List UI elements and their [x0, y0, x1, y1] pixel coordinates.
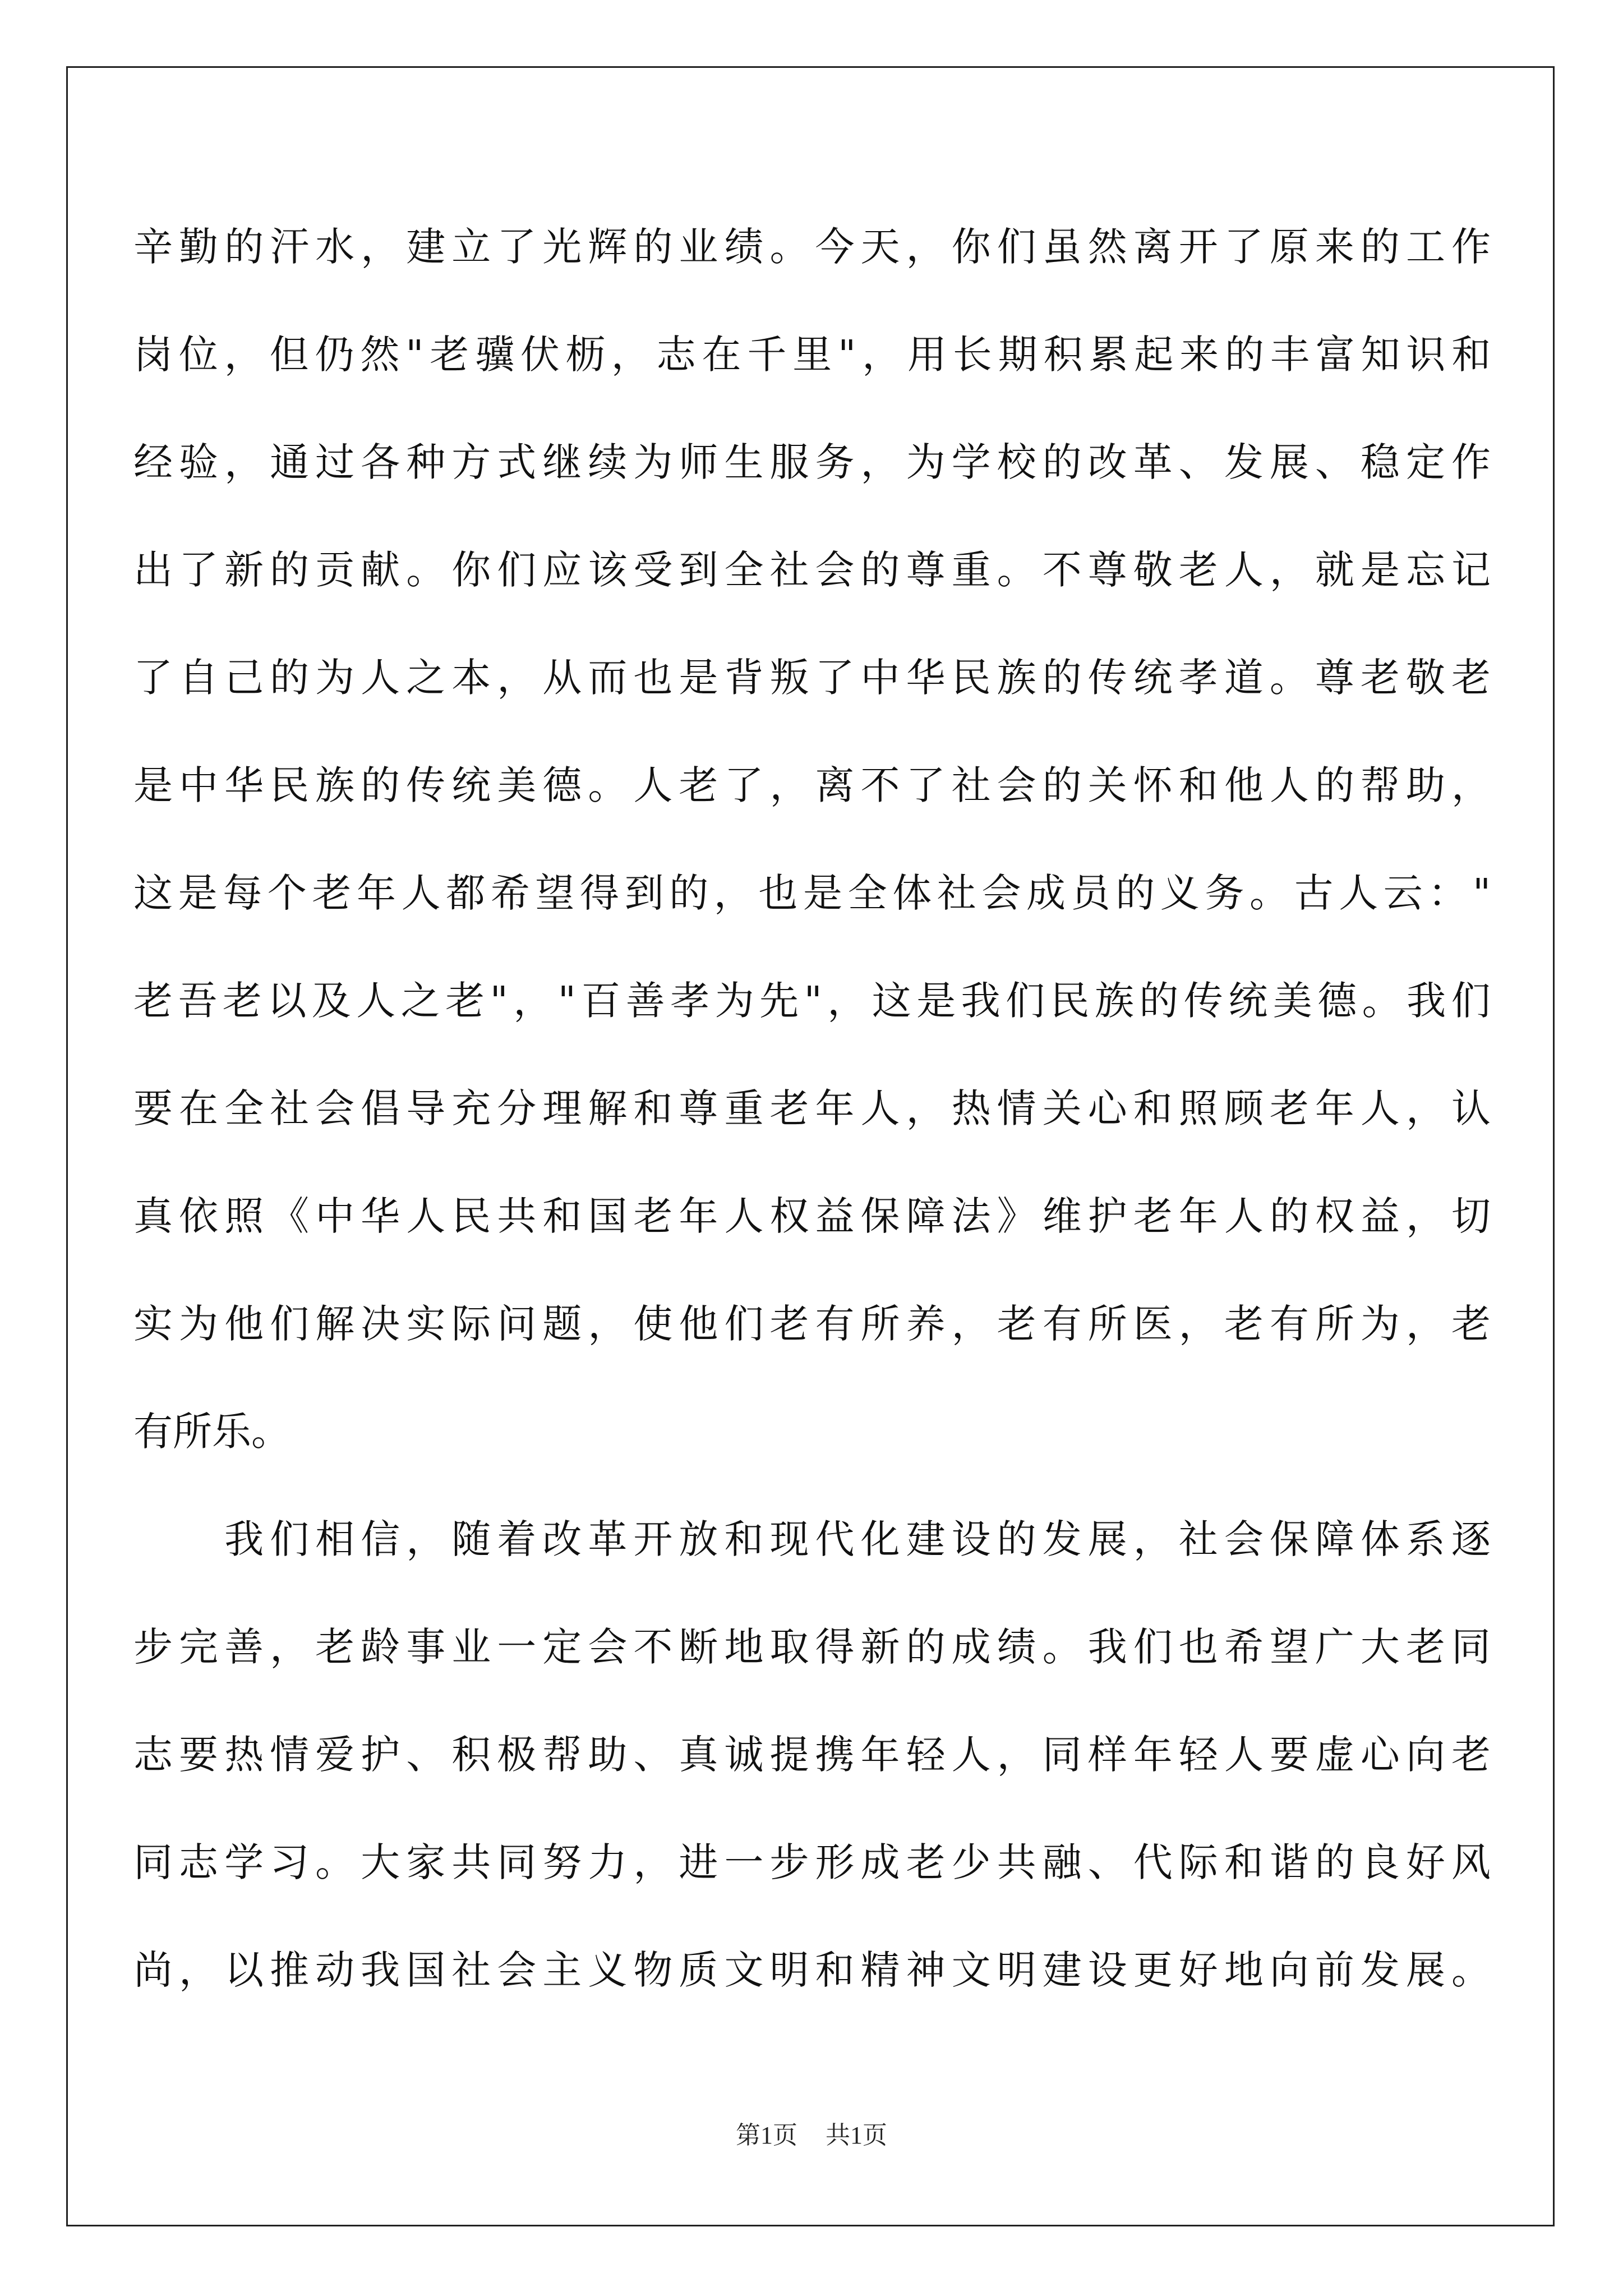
text-line: 了自己的为人之本，从而也是背叛了中华民族的传统孝道。尊老敬老: [133, 655, 1497, 701]
text-line: 老吾老以及人之老"，"百善孝为先"，这是我们民族的传统美德。我们: [133, 978, 1496, 1024]
page-footer: [0, 2119, 1623, 2152]
text-line: 这是每个老年人都希望得到的，也是全体社会成员的义务。古人云：": [133, 870, 1496, 916]
page-border: [66, 66, 1555, 2226]
text-line: 志要热情爱护、积极帮助、真诚提携年轻人，同样年轻人要虚心向老: [133, 1732, 1497, 1778]
text-line: 实为他们解决实际问题，使他们老有所养，老有所医，老有所为，老: [133, 1301, 1497, 1347]
text-line: 有所乐。: [133, 1409, 291, 1455]
text-line: 真依照《中华人民共和国老年人权益保障法》维护老年人的权益，切: [133, 1193, 1497, 1239]
text-line: 经验，通过各种方式继续为师生服务，为学校的改革、发展、稳定作: [133, 439, 1497, 485]
text-line: 同志学习。大家共同努力，进一步形成老少共融、代际和谐的良好风: [133, 1839, 1497, 1885]
page-number: 第1页: [736, 2122, 797, 2149]
text-line: 要在全社会倡导充分理解和尊重老年人，热情关心和照顾老年人，认: [133, 1085, 1497, 1131]
text-line: 辛勤的汗水，建立了光辉的业绩。今天，你们虽然离开了原来的工作: [133, 224, 1497, 270]
text-line: 步完善，老龄事业一定会不断地取得新的成绩。我们也希望广大老同: [133, 1624, 1497, 1670]
text-line: 尚，以推动我国社会主义物质文明和精神文明建设更好地向前发展。: [133, 1947, 1497, 1993]
text-line: 出了新的贡献。你们应该受到全社会的尊重。不尊敬老人，就是忘记: [133, 547, 1497, 593]
page-total: 共1页: [826, 2122, 887, 2149]
text-line: 我们相信，随着改革开放和现代化建设的发展，社会保障体系逐: [133, 1516, 1497, 1562]
text-line: 是中华民族的传统美德。人老了，离不了社会的关怀和他人的帮助，: [133, 762, 1497, 808]
text-line: 岗位，但仍然"老骥伏枥，志在千里"，用长期积累起来的丰富知识和: [133, 332, 1497, 378]
